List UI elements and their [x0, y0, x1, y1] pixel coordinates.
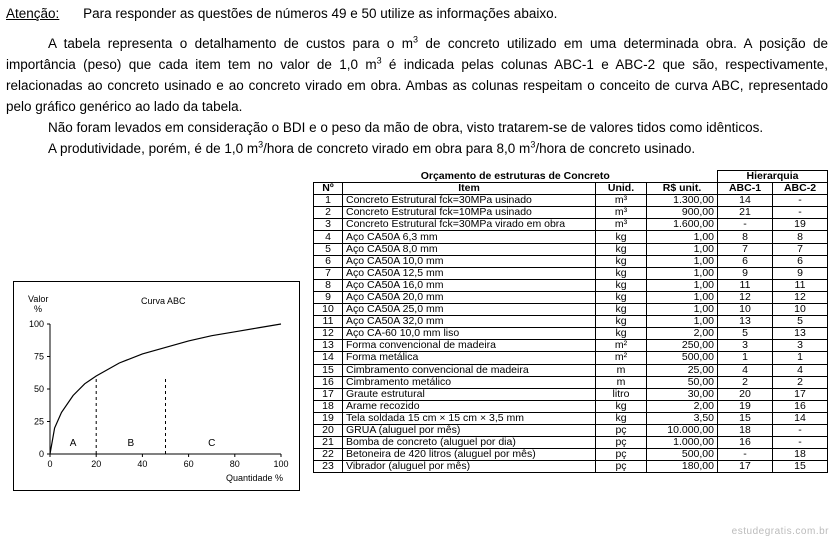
- row-num: 3: [314, 219, 343, 231]
- row-abc2: 18: [773, 449, 828, 461]
- attention-label: Atenção:: [6, 6, 60, 21]
- table-row: [314, 219, 828, 231]
- y-tick-label: 0: [38, 449, 44, 459]
- row-price: 1,00: [647, 316, 718, 328]
- row-num: 6: [314, 255, 343, 267]
- row-item: Forma metálica: [343, 352, 596, 364]
- row-unit: kg: [596, 304, 647, 316]
- row-num: 22: [314, 449, 343, 461]
- row-abc1: 5: [718, 328, 773, 340]
- y-axis-label-line1: Valor: [28, 294, 49, 304]
- row-price: 180,00: [647, 461, 718, 473]
- row-num: 11: [314, 316, 343, 328]
- row-abc2: -: [773, 207, 828, 219]
- table-row: [314, 461, 828, 473]
- col-header-unit: Unid.: [596, 183, 647, 195]
- row-item: Aço CA50A 32,0 mm: [343, 316, 596, 328]
- row-abc1: 14: [718, 195, 773, 207]
- row-num: 7: [314, 267, 343, 279]
- row-item: Graute estrutural: [343, 388, 596, 400]
- row-item: Aço CA-60 10,0 mm liso: [343, 328, 596, 340]
- row-item: Aço CA50A 16,0 mm: [343, 279, 596, 291]
- row-item: Concreto Estrutural fck=30MPa virado em obra: [343, 219, 596, 231]
- row-price: 3,50: [647, 412, 718, 424]
- y-tick-label: 75: [33, 351, 44, 362]
- row-item: Cimbramento convencional de madeira: [343, 364, 596, 376]
- row-unit: kg: [596, 243, 647, 255]
- row-unit: kg: [596, 291, 647, 303]
- table-row: [314, 437, 828, 449]
- row-item: Forma convencional de madeira: [343, 340, 596, 352]
- row-unit: m²: [596, 352, 647, 364]
- sup-3: 3: [530, 139, 536, 150]
- table-row: [314, 340, 828, 352]
- row-abc2: 6: [773, 255, 828, 267]
- row-abc2: 15: [773, 461, 828, 473]
- row-unit: litro: [596, 388, 647, 400]
- row-num: 20: [314, 424, 343, 436]
- row-num: 14: [314, 352, 343, 364]
- row-price: 500,00: [647, 352, 718, 364]
- row-num: 18: [314, 400, 343, 412]
- row-price: 30,00: [647, 388, 718, 400]
- row-price: 1.300,00: [647, 195, 718, 207]
- zone-label: B: [127, 438, 135, 449]
- row-unit: m²: [596, 340, 647, 352]
- abc-chart: [14, 282, 299, 490]
- row-num: 9: [314, 291, 343, 303]
- row-abc2: 1: [773, 352, 828, 364]
- col-header-abc1: ABC-1: [718, 183, 773, 195]
- p1-part-a: A tabela representa o detalhamento de custos para o m: [48, 36, 414, 51]
- col-header-num: Nº: [314, 183, 343, 195]
- row-num: 23: [314, 461, 343, 473]
- table-row: [314, 243, 828, 255]
- row-abc1: 11: [718, 279, 773, 291]
- table-row: [314, 195, 828, 207]
- sup-3: 3: [258, 139, 264, 150]
- row-num: 15: [314, 364, 343, 376]
- table-row: [314, 316, 828, 328]
- row-abc2: 12: [773, 291, 828, 303]
- row-num: 4: [314, 231, 343, 243]
- row-abc1: 3: [718, 340, 773, 352]
- row-item: Vibrador (aluguel por mês): [343, 461, 596, 473]
- row-num: 17: [314, 388, 343, 400]
- row-abc1: -: [718, 449, 773, 461]
- row-abc1: 16: [718, 437, 773, 449]
- sup-3: 3: [376, 55, 382, 66]
- row-unit: kg: [596, 316, 647, 328]
- x-tick-label: 80: [229, 459, 240, 469]
- row-price: 1,00: [647, 279, 718, 291]
- row-abc1: 18: [718, 424, 773, 436]
- row-abc1: 4: [718, 364, 773, 376]
- row-abc1: 13: [718, 316, 773, 328]
- row-num: 8: [314, 279, 343, 291]
- row-unit: pç: [596, 461, 647, 473]
- row-unit: m³: [596, 207, 647, 219]
- row-abc2: 9: [773, 267, 828, 279]
- row-item: Aço CA50A 6,3 mm: [343, 231, 596, 243]
- attention-text: Para responder as questões de números 49 e 50 utilize as informações abaixo.: [83, 6, 558, 21]
- p1-part-c: é indicada pelas colunas ABC-1 e ABC-2 que são, respectivamente, relacionadas ao concreto usinado e ao concreto virado em obra. Ambas as colunas respeitam o conceito de curva ABC, representado pelo gráfico genérico ao lado da tabela.: [6, 57, 828, 114]
- row-abc2: 16: [773, 400, 828, 412]
- row-item: GRUA (aluguel por mês): [343, 424, 596, 436]
- row-abc2: -: [773, 437, 828, 449]
- table-title: Orçamento de estruturas de Concreto: [314, 171, 718, 183]
- row-abc1: 8: [718, 231, 773, 243]
- row-abc1: 2: [718, 376, 773, 388]
- row-abc2: 13: [773, 328, 828, 340]
- paragraph-1: [6, 33, 828, 117]
- paragraph-2: Não foram levados em consideração o BDI e o peso da mão de obra, visto tratarem-se de valores tidos como idênticos.: [48, 120, 764, 135]
- row-num: 21: [314, 437, 343, 449]
- row-abc2: 3: [773, 340, 828, 352]
- row-item: Aço CA50A 12,5 mm: [343, 267, 596, 279]
- row-price: 1,00: [647, 243, 718, 255]
- row-abc2: 8: [773, 231, 828, 243]
- x-tick-label: 100: [273, 459, 289, 469]
- x-tick-label: 40: [137, 459, 148, 469]
- col-header-abc2: ABC-2: [773, 183, 828, 195]
- table-row: [314, 328, 828, 340]
- row-abc1: 19: [718, 400, 773, 412]
- table-row: [314, 400, 828, 412]
- row-price: 1,00: [647, 267, 718, 279]
- row-num: 19: [314, 412, 343, 424]
- p3-part-a: A produtividade, porém, é de 1,0 m: [48, 141, 259, 156]
- row-unit: m³: [596, 219, 647, 231]
- row-unit: pç: [596, 449, 647, 461]
- row-item: Aço CA50A 20,0 mm: [343, 291, 596, 303]
- p1-part-b: de concreto utilizado em uma determinada obra. A posição de importância (peso) que cada item tem no valor de 1,0 m: [6, 36, 828, 72]
- row-price: 50,00: [647, 376, 718, 388]
- row-unit: m: [596, 364, 647, 376]
- row-abc1: 21: [718, 207, 773, 219]
- watermark: estudegratis.com.br: [731, 526, 829, 537]
- row-price: 900,00: [647, 207, 718, 219]
- row-abc1: 9: [718, 267, 773, 279]
- row-num: 5: [314, 243, 343, 255]
- row-abc2: 17: [773, 388, 828, 400]
- row-num: 13: [314, 340, 343, 352]
- table-row: [314, 267, 828, 279]
- chart-title: Curva ABC: [141, 296, 186, 306]
- row-unit: kg: [596, 412, 647, 424]
- table-row: [314, 424, 828, 436]
- zone-label: A: [69, 438, 77, 449]
- row-price: 1,00: [647, 231, 718, 243]
- row-item: Bomba de concreto (aluguel por dia): [343, 437, 596, 449]
- row-item: Betoneira de 420 litros (aluguel por mês): [343, 449, 596, 461]
- row-abc1: -: [718, 219, 773, 231]
- row-unit: kg: [596, 255, 647, 267]
- x-tick-label: 60: [183, 459, 194, 469]
- row-unit: pç: [596, 424, 647, 436]
- row-unit: kg: [596, 279, 647, 291]
- row-abc2: 14: [773, 412, 828, 424]
- row-unit: m³: [596, 195, 647, 207]
- row-item: Aço CA50A 25,0 mm: [343, 304, 596, 316]
- row-item: Arame recozido: [343, 400, 596, 412]
- row-abc1: 12: [718, 291, 773, 303]
- table-row: [314, 255, 828, 267]
- row-item: Tela soldada 15 cm × 15 cm × 3,5 mm: [343, 412, 596, 424]
- row-abc2: 2: [773, 376, 828, 388]
- row-item: Concreto Estrutural fck=10MPa usinado: [343, 207, 596, 219]
- row-price: 10.000,00: [647, 424, 718, 436]
- table-row: [314, 449, 828, 461]
- table-row: [314, 364, 828, 376]
- row-abc1: 7: [718, 243, 773, 255]
- row-abc1: 6: [718, 255, 773, 267]
- row-abc2: 11: [773, 279, 828, 291]
- row-price: 2,00: [647, 400, 718, 412]
- row-price: 1.600,00: [647, 219, 718, 231]
- table-row: [314, 412, 828, 424]
- col-header-item: Item: [343, 183, 596, 195]
- row-price: 1,00: [647, 304, 718, 316]
- abc-chart-frame: [13, 281, 300, 491]
- row-unit: kg: [596, 231, 647, 243]
- p3-part-b: /hora de concreto virado em obra para 8,0 m: [263, 141, 531, 156]
- y-tick-label: 100: [28, 319, 44, 329]
- row-num: 12: [314, 328, 343, 340]
- row-price: 500,00: [647, 449, 718, 461]
- row-num: 16: [314, 376, 343, 388]
- x-axis-label: Quantidade %: [226, 473, 284, 483]
- row-abc2: 10: [773, 304, 828, 316]
- row-abc1: 15: [718, 412, 773, 424]
- table-row: [314, 388, 828, 400]
- table-row: [314, 352, 828, 364]
- row-abc1: 17: [718, 461, 773, 473]
- table-row: [314, 279, 828, 291]
- x-tick-label: 0: [47, 459, 53, 469]
- row-abc1: 1: [718, 352, 773, 364]
- row-abc1: 20: [718, 388, 773, 400]
- row-num: 2: [314, 207, 343, 219]
- table-row: [314, 376, 828, 388]
- y-tick-label: 50: [33, 384, 44, 394]
- row-price: 1,00: [647, 255, 718, 267]
- row-abc2: 19: [773, 219, 828, 231]
- row-price: 25,00: [647, 364, 718, 376]
- row-num: 10: [314, 304, 343, 316]
- row-abc2: 5: [773, 316, 828, 328]
- col-header-price: R$ unit.: [647, 183, 718, 195]
- sup-3: 3: [413, 34, 419, 45]
- row-item: Aço CA50A 8,0 mm: [343, 243, 596, 255]
- row-price: 1.000,00: [647, 437, 718, 449]
- row-unit: kg: [596, 267, 647, 279]
- row-abc2: 7: [773, 243, 828, 255]
- row-item: Cimbramento metálico: [343, 376, 596, 388]
- row-abc2: 4: [773, 364, 828, 376]
- row-price: 1,00: [647, 291, 718, 303]
- zone-label: C: [208, 438, 216, 449]
- row-abc1: 10: [718, 304, 773, 316]
- row-price: 2,00: [647, 328, 718, 340]
- row-unit: m: [596, 376, 647, 388]
- row-num: 1: [314, 195, 343, 207]
- p3-part-c: /hora de concreto usinado.: [535, 141, 696, 156]
- table-row: [314, 304, 828, 316]
- row-unit: pç: [596, 437, 647, 449]
- x-tick-label: 20: [91, 459, 102, 469]
- row-unit: kg: [596, 400, 647, 412]
- row-item: Concreto Estrutural fck=30MPa usinado: [343, 195, 596, 207]
- table-row: [314, 291, 828, 303]
- table-row: [314, 231, 828, 243]
- row-abc2: -: [773, 195, 828, 207]
- y-axis-label-line2: %: [34, 304, 43, 314]
- y-tick-label: 25: [33, 416, 44, 427]
- row-item: Aço CA50A 10,0 mm: [343, 255, 596, 267]
- attention-line: [6, 3, 557, 24]
- hierarchy-header: Hierarquia: [718, 171, 828, 183]
- row-abc2: -: [773, 424, 828, 436]
- table-row: [314, 207, 828, 219]
- row-unit: kg: [596, 328, 647, 340]
- paragraph-3: [48, 138, 695, 159]
- cost-table: [313, 170, 828, 473]
- row-price: 250,00: [647, 340, 718, 352]
